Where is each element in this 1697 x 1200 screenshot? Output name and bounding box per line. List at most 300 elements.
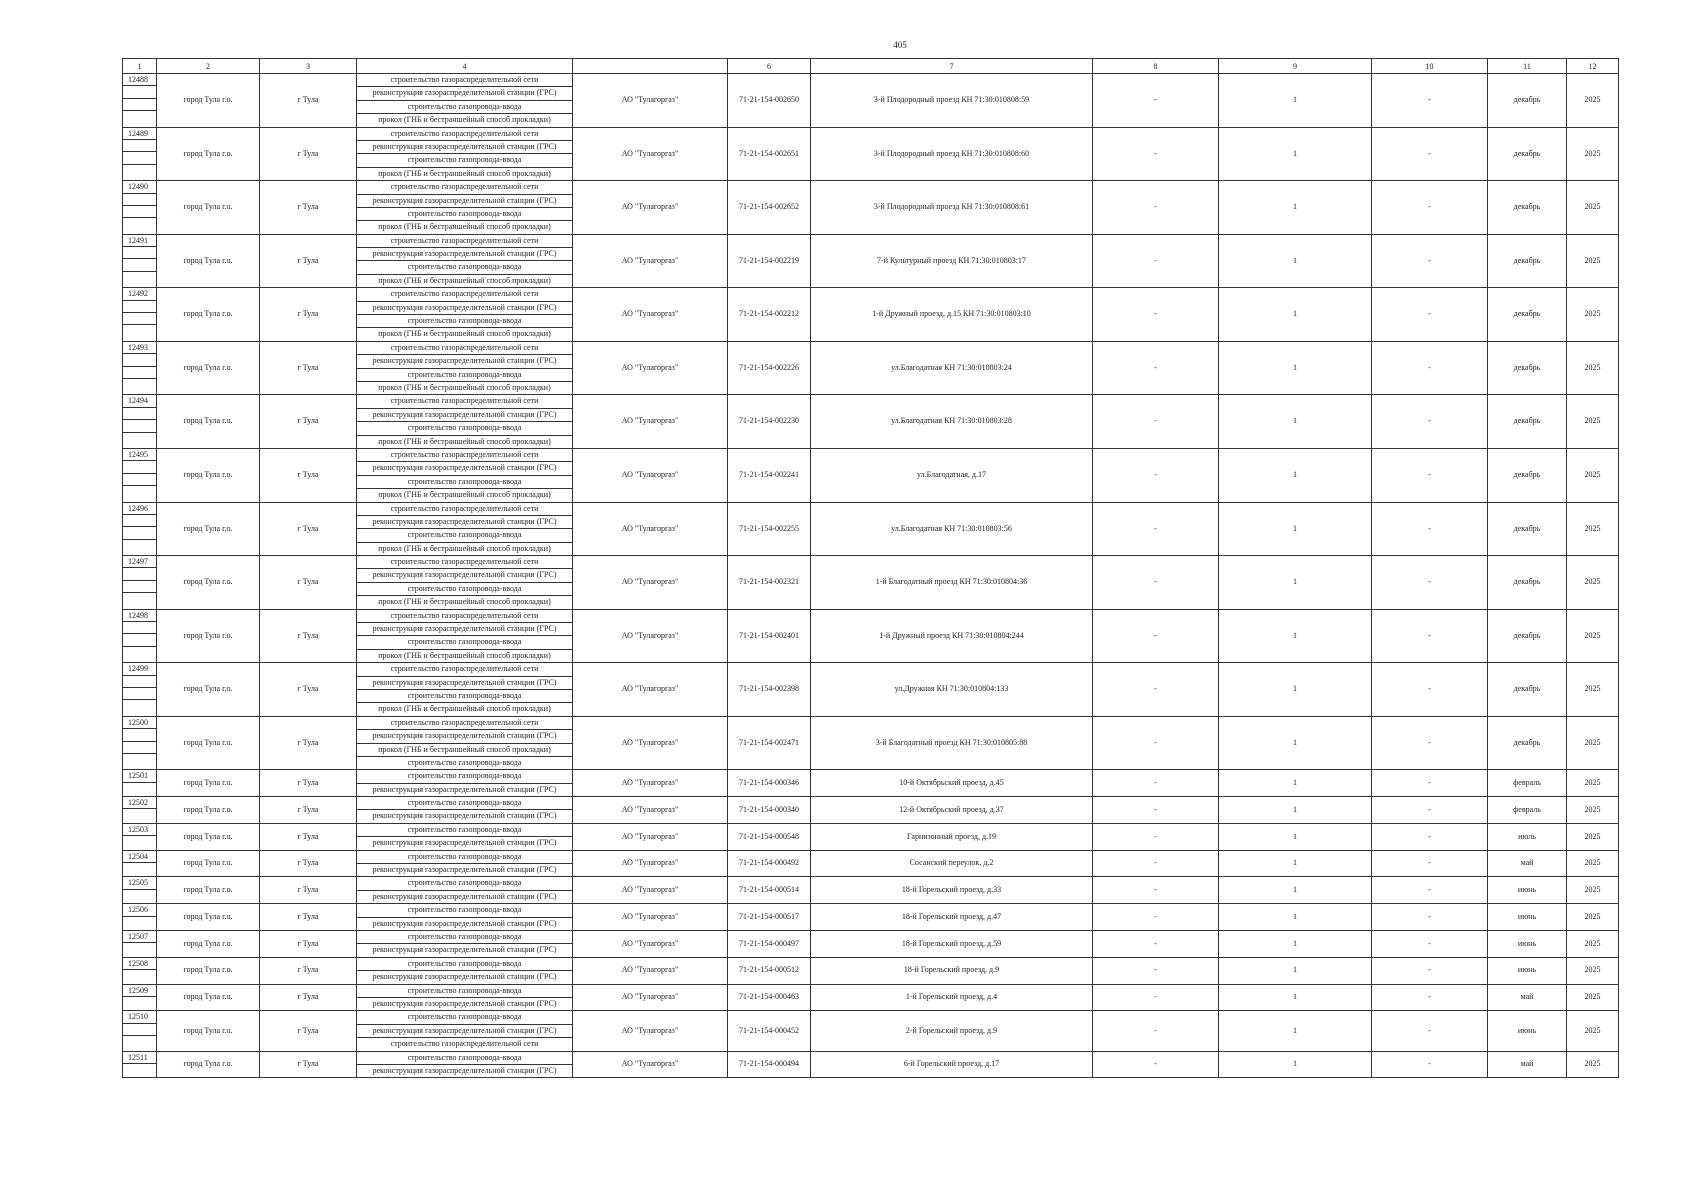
col8-cell: - bbox=[1093, 556, 1219, 610]
address-cell: Сосанский переулок, д.2 bbox=[811, 850, 1093, 877]
work-type-item: прокол (ГНБ и бестраншейный способ прокладки) bbox=[378, 222, 551, 232]
address-cell: 2-й Горельский проезд, д.9 bbox=[811, 1011, 1093, 1051]
row-number-subcell bbox=[123, 474, 156, 486]
row-number-cell bbox=[123, 984, 157, 1011]
operator-cell: АО "Тулагоргаз" bbox=[573, 823, 728, 850]
operator-cell: АО "Тулагоргаз" bbox=[573, 181, 728, 235]
work-types-cell bbox=[357, 984, 573, 1011]
row-number-subcell bbox=[123, 527, 156, 539]
col9-cell: 1 bbox=[1219, 663, 1372, 717]
year-cell: 2025 bbox=[1567, 823, 1619, 850]
row-number: 12489 bbox=[123, 128, 156, 140]
locality-cell: г Тула bbox=[260, 663, 357, 717]
row-number: 12490 bbox=[123, 181, 156, 193]
code-cell: 71-21-154-002321 bbox=[728, 556, 811, 610]
municipality-cell: город Тула г.о. bbox=[157, 395, 260, 449]
col9-cell: 1 bbox=[1219, 181, 1372, 235]
month-cell: февраль bbox=[1488, 770, 1567, 797]
row-number: 12502 bbox=[123, 797, 156, 809]
municipality-cell: город Тула г.о. bbox=[157, 823, 260, 850]
row-number-cell bbox=[123, 823, 157, 850]
code-cell: 71-21-154-000517 bbox=[728, 904, 811, 931]
operator-cell: АО "Тулагоргаз" bbox=[573, 288, 728, 342]
row-number-subcell bbox=[123, 420, 156, 432]
address-cell: 18-й Горельский проезд, д.59 bbox=[811, 931, 1093, 958]
work-types-cell bbox=[357, 609, 573, 663]
year-cell: 2025 bbox=[1567, 181, 1619, 235]
table-body bbox=[123, 74, 1619, 1078]
work-type-item: строительство газопровода-ввода bbox=[357, 476, 572, 489]
col8-cell: - bbox=[1093, 448, 1219, 502]
code-cell: 71-21-154-002212 bbox=[728, 288, 811, 342]
address-cell: 18-й Горельский проезд, д.47 bbox=[811, 904, 1093, 931]
row-number-subcell bbox=[123, 917, 156, 929]
work-type-item: реконструкция газораспределительной станции (ГРС) bbox=[372, 1065, 557, 1075]
row-number-cell bbox=[123, 234, 157, 288]
work-type-item: строительство газопровода-ввода bbox=[357, 690, 572, 703]
row-number-subcell bbox=[123, 970, 156, 982]
col8-cell: - bbox=[1093, 770, 1219, 797]
row-number-subcell bbox=[123, 540, 156, 552]
col9-cell: 1 bbox=[1219, 1011, 1372, 1051]
col10-cell: - bbox=[1372, 234, 1488, 288]
year-cell: 2025 bbox=[1567, 957, 1619, 984]
row-number-cell bbox=[123, 716, 157, 770]
work-type-item: прокол (ГНБ и бестраншейный способ прокладки) bbox=[378, 597, 551, 607]
col-header-4: 4 bbox=[357, 59, 573, 74]
work-type-item: строительство газопровода-ввода bbox=[357, 315, 572, 328]
locality-cell: г Тула bbox=[260, 127, 357, 181]
col-header-12: 12 bbox=[1567, 59, 1619, 74]
row-number-subcell bbox=[123, 486, 156, 498]
month-cell: июнь bbox=[1488, 957, 1567, 984]
work-type-item: реконструкция газораспределительной станции (ГРС) bbox=[357, 677, 572, 690]
operator-cell: АО "Тулагоргаз" bbox=[573, 984, 728, 1011]
row-number: 12506 bbox=[123, 904, 156, 916]
col8-cell: - bbox=[1093, 127, 1219, 181]
municipality-cell: город Тула г.о. bbox=[157, 609, 260, 663]
address-cell: 1-й Горельский проезд, д.4 bbox=[811, 984, 1093, 1011]
col-header-10: 10 bbox=[1372, 59, 1488, 74]
col9-cell: 1 bbox=[1219, 850, 1372, 877]
work-types-cell bbox=[357, 341, 573, 395]
year-cell: 2025 bbox=[1567, 448, 1619, 502]
row-number-subcell bbox=[123, 313, 156, 325]
work-types-cell bbox=[357, 1051, 573, 1078]
work-type-item: строительство газопровода-ввода bbox=[357, 851, 572, 864]
col10-cell: - bbox=[1372, 74, 1488, 128]
row-number: 12500 bbox=[123, 717, 156, 729]
row-number-cell bbox=[123, 850, 157, 877]
locality-cell: г Тула bbox=[260, 823, 357, 850]
col10-cell: - bbox=[1372, 127, 1488, 181]
address-cell: 10-й Октябрьский проезд, д.45 bbox=[811, 770, 1093, 797]
month-cell: декабрь bbox=[1488, 288, 1567, 342]
month-cell: декабрь bbox=[1488, 663, 1567, 717]
locality-cell: г Тула bbox=[260, 395, 357, 449]
work-type-item: реконструкция газораспределительной станции (ГРС) bbox=[357, 516, 572, 529]
row-number-subcell bbox=[123, 634, 156, 646]
work-type-item: строительство газораспределительной сети bbox=[357, 610, 572, 623]
row-number: 12505 bbox=[123, 877, 156, 889]
code-cell: 71-21-154-002398 bbox=[728, 663, 811, 717]
address-cell: 3-й Плодородный проезд КН 71:30:010808:60 bbox=[811, 127, 1093, 181]
table-row bbox=[123, 984, 1619, 1011]
month-cell: май bbox=[1488, 1051, 1567, 1078]
table-row bbox=[123, 341, 1619, 395]
row-number-subcell bbox=[123, 99, 156, 111]
row-number-subcell bbox=[123, 165, 156, 177]
col8-cell: - bbox=[1093, 823, 1219, 850]
work-type-item: строительство газораспределительной сети bbox=[357, 74, 572, 87]
work-type-item: прокол (ГНБ и бестраншейный способ прокладки) bbox=[378, 115, 551, 125]
code-cell: 71-21-154-000548 bbox=[728, 823, 811, 850]
municipality-cell: город Тула г.о. bbox=[157, 904, 260, 931]
address-cell: 7-й Культурный проезд КН 71:30:010803:17 bbox=[811, 234, 1093, 288]
table-row bbox=[123, 931, 1619, 958]
col9-cell: 1 bbox=[1219, 797, 1372, 824]
address-cell: ул.Благодатная КН 71:30:010803:56 bbox=[811, 502, 1093, 556]
operator-cell: АО "Тулагоргаз" bbox=[573, 502, 728, 556]
municipality-cell: город Тула г.о. bbox=[157, 797, 260, 824]
municipality-cell: город Тула г.о. bbox=[157, 127, 260, 181]
col10-cell: - bbox=[1372, 716, 1488, 770]
work-types-cell bbox=[357, 877, 573, 904]
municipality-cell: город Тула г.о. bbox=[157, 957, 260, 984]
col8-cell: - bbox=[1093, 931, 1219, 958]
code-cell: 71-21-154-000512 bbox=[728, 957, 811, 984]
address-cell: 1-й Дружный проезд КН 71:30:010804:244 bbox=[811, 609, 1093, 663]
work-type-item: реконструкция газораспределительной станции (ГРС) bbox=[357, 355, 572, 368]
municipality-cell: город Тула г.о. bbox=[157, 288, 260, 342]
col9-cell: 1 bbox=[1219, 1051, 1372, 1078]
row-number: 12510 bbox=[123, 1011, 156, 1023]
row-number-subcell bbox=[123, 568, 156, 580]
col9-cell: 1 bbox=[1219, 127, 1372, 181]
month-cell: декабрь bbox=[1488, 234, 1567, 288]
work-type-item: строительство газораспределительной сети bbox=[357, 717, 572, 730]
month-cell: февраль bbox=[1488, 797, 1567, 824]
table-row bbox=[123, 850, 1619, 877]
work-type-item: строительство газораспределительной сети bbox=[357, 342, 572, 355]
col8-cell: - bbox=[1093, 181, 1219, 235]
col8-cell: - bbox=[1093, 234, 1219, 288]
address-cell: ул.Дружная КН 71:30:010804:133 bbox=[811, 663, 1093, 717]
work-type-item: строительство газопровода-ввода bbox=[357, 261, 572, 274]
municipality-cell: город Тула г.о. bbox=[157, 341, 260, 395]
code-cell: 71-21-154-000494 bbox=[728, 1051, 811, 1078]
table-row bbox=[123, 74, 1619, 128]
registry-table bbox=[122, 58, 1619, 1078]
year-cell: 2025 bbox=[1567, 74, 1619, 128]
col10-cell: - bbox=[1372, 931, 1488, 958]
locality-cell: г Тула bbox=[260, 984, 357, 1011]
table-row bbox=[123, 127, 1619, 181]
row-number: 12488 bbox=[123, 74, 156, 86]
code-cell: 71-21-154-002651 bbox=[728, 127, 811, 181]
locality-cell: г Тула bbox=[260, 448, 357, 502]
row-number-cell bbox=[123, 931, 157, 958]
month-cell: май bbox=[1488, 984, 1567, 1011]
row-number-subcell bbox=[123, 863, 156, 875]
work-types-cell bbox=[357, 770, 573, 797]
row-number-subcell bbox=[123, 809, 156, 821]
address-cell: Гарнизонный проезд, д.19 bbox=[811, 823, 1093, 850]
operator-cell: АО "Тулагоргаз" bbox=[573, 797, 728, 824]
work-type-item: строительство газопровода-ввода bbox=[357, 877, 572, 890]
code-cell: 71-21-154-002230 bbox=[728, 395, 811, 449]
row-number-subcell bbox=[123, 218, 156, 230]
work-types-cell bbox=[357, 127, 573, 181]
year-cell: 2025 bbox=[1567, 1011, 1619, 1051]
work-type-item: строительство газопровода-ввода bbox=[357, 958, 572, 971]
row-number-subcell bbox=[123, 379, 156, 391]
locality-cell: г Тула bbox=[260, 957, 357, 984]
work-type-item: реконструкция газораспределительной станции (ГРС) bbox=[372, 865, 557, 875]
work-types-cell bbox=[357, 1011, 573, 1051]
year-cell: 2025 bbox=[1567, 850, 1619, 877]
code-cell: 71-21-154-002226 bbox=[728, 341, 811, 395]
work-type-item: прокол (ГНБ и бестраншейный способ прокладки) bbox=[378, 275, 551, 285]
municipality-cell: город Тула г.о. bbox=[157, 663, 260, 717]
month-cell: июль bbox=[1488, 823, 1567, 850]
row-number-subcell bbox=[123, 836, 156, 848]
work-type-item: реконструкция газораспределительной станции (ГРС) bbox=[357, 302, 572, 315]
locality-cell: г Тула bbox=[260, 770, 357, 797]
work-type-item: реконструкция газораспределительной станции (ГРС) bbox=[357, 569, 572, 582]
work-type-item: строительство газопровода-ввода bbox=[357, 636, 572, 649]
col10-cell: - bbox=[1372, 288, 1488, 342]
work-type-item: реконструкция газораспределительной станции (ГРС) bbox=[372, 811, 557, 821]
operator-cell: АО "Тулагоргаз" bbox=[573, 1011, 728, 1051]
row-number: 12497 bbox=[123, 556, 156, 568]
locality-cell: г Тула bbox=[260, 877, 357, 904]
locality-cell: г Тула bbox=[260, 181, 357, 235]
table-row bbox=[123, 1011, 1619, 1051]
col10-cell: - bbox=[1372, 984, 1488, 1011]
row-number: 12498 bbox=[123, 610, 156, 622]
row-number: 12493 bbox=[123, 342, 156, 354]
col-header-5 bbox=[573, 59, 728, 74]
col8-cell: - bbox=[1093, 716, 1219, 770]
col9-cell: 1 bbox=[1219, 823, 1372, 850]
operator-cell: АО "Тулагоргаз" bbox=[573, 770, 728, 797]
year-cell: 2025 bbox=[1567, 234, 1619, 288]
month-cell: июнь bbox=[1488, 1011, 1567, 1051]
col9-cell: 1 bbox=[1219, 395, 1372, 449]
work-type-item: прокол (ГНБ и бестраншейный способ прокладки) bbox=[378, 543, 551, 553]
row-number-cell bbox=[123, 957, 157, 984]
page-number: 405 bbox=[893, 40, 907, 50]
locality-cell: г Тула bbox=[260, 556, 357, 610]
table-row bbox=[123, 823, 1619, 850]
col8-cell: - bbox=[1093, 663, 1219, 717]
work-type-item: реконструкция газораспределительной станции (ГРС) bbox=[357, 248, 572, 261]
code-cell: 71-21-154-000492 bbox=[728, 850, 811, 877]
col9-cell: 1 bbox=[1219, 984, 1372, 1011]
year-cell: 2025 bbox=[1567, 288, 1619, 342]
col8-cell: - bbox=[1093, 74, 1219, 128]
work-type-item: строительство газопровода-ввода bbox=[357, 583, 572, 596]
work-type-item: реконструкция газораспределительной станции (ГРС) bbox=[372, 891, 557, 901]
work-types-cell bbox=[357, 957, 573, 984]
col8-cell: - bbox=[1093, 877, 1219, 904]
locality-cell: г Тула bbox=[260, 1051, 357, 1078]
work-type-item: строительство газораспределительной сети bbox=[357, 503, 572, 516]
address-cell: 6-й Горельский проезд, д.17 bbox=[811, 1051, 1093, 1078]
year-cell: 2025 bbox=[1567, 984, 1619, 1011]
col10-cell: - bbox=[1372, 663, 1488, 717]
locality-cell: г Тула bbox=[260, 904, 357, 931]
row-number: 12511 bbox=[123, 1052, 156, 1064]
work-type-item: строительство газопровода-ввода bbox=[357, 985, 572, 998]
row-number-subcell bbox=[123, 729, 156, 741]
row-number: 12507 bbox=[123, 931, 156, 943]
month-cell: июнь bbox=[1488, 931, 1567, 958]
col8-cell: - bbox=[1093, 850, 1219, 877]
code-cell: 71-21-154-000340 bbox=[728, 797, 811, 824]
col9-cell: 1 bbox=[1219, 448, 1372, 502]
work-type-item: строительство газораспределительной сети bbox=[357, 128, 572, 141]
row-number-subcell bbox=[123, 301, 156, 313]
work-types-cell bbox=[357, 931, 573, 958]
operator-cell: АО "Тулагоргаз" bbox=[573, 127, 728, 181]
col10-cell: - bbox=[1372, 770, 1488, 797]
col9-cell: 1 bbox=[1219, 957, 1372, 984]
month-cell: декабрь bbox=[1488, 181, 1567, 235]
col8-cell: - bbox=[1093, 341, 1219, 395]
row-number-cell bbox=[123, 556, 157, 610]
row-number-cell bbox=[123, 502, 157, 556]
table-row bbox=[123, 663, 1619, 717]
work-type-item: строительство газораспределительной сети bbox=[357, 181, 572, 194]
col8-cell: - bbox=[1093, 395, 1219, 449]
col9-cell: 1 bbox=[1219, 609, 1372, 663]
row-number-subcell bbox=[123, 890, 156, 902]
month-cell: декабрь bbox=[1488, 341, 1567, 395]
row-number-subcell bbox=[123, 140, 156, 152]
code-cell: 71-21-154-000346 bbox=[728, 770, 811, 797]
row-number: 12495 bbox=[123, 449, 156, 461]
row-number-subcell bbox=[123, 111, 156, 123]
work-type-item: прокол (ГНБ и бестраншейный способ прокладки) bbox=[378, 168, 551, 178]
col-header-9: 9 bbox=[1219, 59, 1372, 74]
operator-cell: АО "Тулагоргаз" bbox=[573, 556, 728, 610]
row-number-cell bbox=[123, 609, 157, 663]
row-number-cell bbox=[123, 181, 157, 235]
municipality-cell: город Тула г.о. bbox=[157, 850, 260, 877]
operator-cell: АО "Тулагоргаз" bbox=[573, 931, 728, 958]
row-number: 12501 bbox=[123, 770, 156, 782]
work-type-item: строительство газопровода-ввода bbox=[407, 757, 522, 767]
work-types-cell bbox=[357, 797, 573, 824]
work-type-item: строительство газопровода-ввода bbox=[357, 154, 572, 167]
col10-cell: - bbox=[1372, 1051, 1488, 1078]
work-type-item: строительство газопровода-ввода bbox=[357, 1052, 572, 1065]
year-cell: 2025 bbox=[1567, 127, 1619, 181]
operator-cell: АО "Тулагоргаз" bbox=[573, 448, 728, 502]
work-type-item: реконструкция газораспределительной станции (ГРС) bbox=[357, 1025, 572, 1038]
month-cell: декабрь bbox=[1488, 556, 1567, 610]
operator-cell: АО "Тулагоргаз" bbox=[573, 1051, 728, 1078]
table-row bbox=[123, 395, 1619, 449]
operator-cell: АО "Тулагоргаз" bbox=[573, 395, 728, 449]
table-row bbox=[123, 502, 1619, 556]
col-header-2: 2 bbox=[157, 59, 260, 74]
month-cell: декабрь bbox=[1488, 395, 1567, 449]
operator-cell: АО "Тулагоргаз" bbox=[573, 877, 728, 904]
address-cell: 1-й Благодатный проезд КН 71:30:010804:36 bbox=[811, 556, 1093, 610]
row-number-subcell bbox=[123, 647, 156, 659]
col9-cell: 1 bbox=[1219, 770, 1372, 797]
row-number-subcell bbox=[123, 272, 156, 284]
row-number: 12509 bbox=[123, 985, 156, 997]
work-type-item: строительство газопровода-ввода bbox=[357, 101, 572, 114]
row-number: 12492 bbox=[123, 288, 156, 300]
work-type-item: строительство газопровода-ввода bbox=[357, 369, 572, 382]
municipality-cell: город Тула г.о. bbox=[157, 502, 260, 556]
col9-cell: 1 bbox=[1219, 931, 1372, 958]
operator-cell: АО "Тулагоргаз" bbox=[573, 74, 728, 128]
locality-cell: г Тула bbox=[260, 797, 357, 824]
col8-cell: - bbox=[1093, 288, 1219, 342]
row-number-subcell bbox=[123, 86, 156, 98]
municipality-cell: город Тула г.о. bbox=[157, 877, 260, 904]
year-cell: 2025 bbox=[1567, 556, 1619, 610]
table-row bbox=[123, 609, 1619, 663]
row-number-subcell bbox=[123, 367, 156, 379]
row-number: 12503 bbox=[123, 824, 156, 836]
locality-cell: г Тула bbox=[260, 1011, 357, 1051]
row-number-subcell bbox=[123, 676, 156, 688]
col10-cell: - bbox=[1372, 395, 1488, 449]
operator-cell: АО "Тулагоргаз" bbox=[573, 904, 728, 931]
row-number-subcell bbox=[123, 247, 156, 259]
work-types-cell bbox=[357, 663, 573, 717]
col10-cell: - bbox=[1372, 797, 1488, 824]
col-header-6: 6 bbox=[728, 59, 811, 74]
table-row bbox=[123, 234, 1619, 288]
table-row bbox=[123, 877, 1619, 904]
row-number-cell bbox=[123, 448, 157, 502]
address-cell: 3-й Плодородный проезд КН 71:30:010808:59 bbox=[811, 74, 1093, 128]
work-type-item: реконструкция газораспределительной станции (ГРС) bbox=[357, 141, 572, 154]
row-number-subcell bbox=[123, 408, 156, 420]
address-cell: ул.Благодатная КН 71:30:010803:24 bbox=[811, 341, 1093, 395]
table-row bbox=[123, 448, 1619, 502]
row-number-cell bbox=[123, 770, 157, 797]
col10-cell: - bbox=[1372, 957, 1488, 984]
locality-cell: г Тула bbox=[260, 931, 357, 958]
row-number-cell bbox=[123, 341, 157, 395]
row-number-subcell bbox=[123, 325, 156, 337]
municipality-cell: город Тула г.о. bbox=[157, 181, 260, 235]
address-cell: 1-й Дружный проезд, д.15 КН 71:30:010803:10 bbox=[811, 288, 1093, 342]
month-cell: декабрь bbox=[1488, 502, 1567, 556]
work-type-item: строительство газопровода-ввода bbox=[357, 797, 572, 810]
col9-cell: 1 bbox=[1219, 288, 1372, 342]
locality-cell: г Тула bbox=[260, 74, 357, 128]
col10-cell: - bbox=[1372, 877, 1488, 904]
col10-cell: - bbox=[1372, 609, 1488, 663]
row-number-subcell bbox=[123, 259, 156, 271]
work-type-item: реконструкция газораспределительной станции (ГРС) bbox=[357, 409, 572, 422]
municipality-cell: город Тула г.о. bbox=[157, 74, 260, 128]
work-type-item: прокол (ГНБ и бестраншейный способ прокладки) bbox=[378, 490, 551, 500]
col8-cell: - bbox=[1093, 797, 1219, 824]
work-type-item: строительство газораспределительной сети bbox=[357, 235, 572, 248]
work-type-item: реконструкция газораспределительной станции (ГРС) bbox=[357, 195, 572, 208]
